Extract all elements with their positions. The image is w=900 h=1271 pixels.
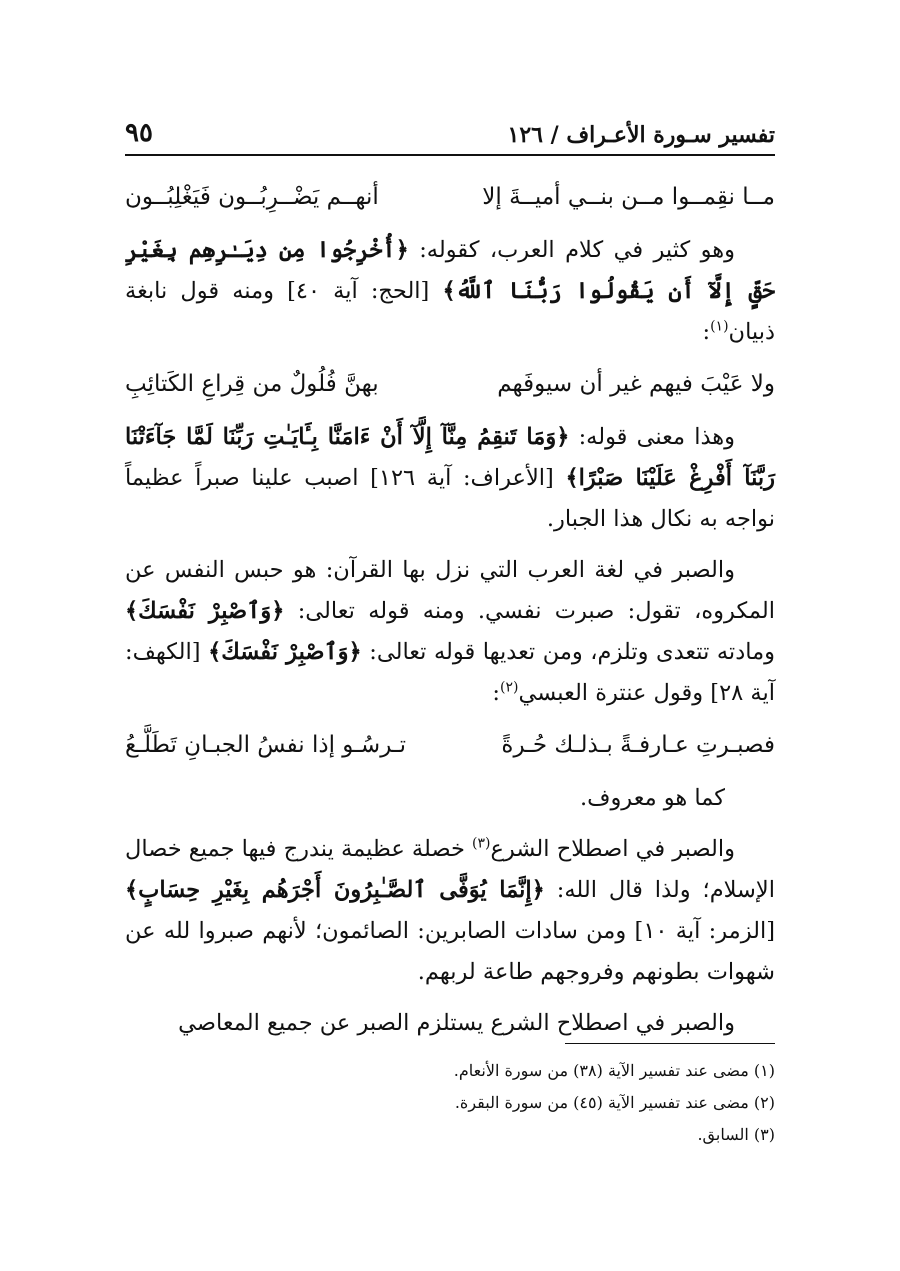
poetry-verse bbox=[125, 724, 775, 766]
footnote: (٢) مضى عند تفسير الآية (٤٥) من سورة البقرة. bbox=[454, 1093, 775, 1112]
verse-hemistich-left: أنهــم يَضْــرِبُــون فَيَغْلِبُــون bbox=[125, 184, 379, 210]
verse-hemistich-left: تـرسُـو إذا نفسُ الجبـانِ تَطَلَّـعُ bbox=[125, 732, 407, 758]
paragraph bbox=[125, 829, 775, 993]
running-title: تفسير سـورة الأعـراف / ١٢٦ bbox=[507, 122, 775, 148]
quran-quote: ﴿وَمَا تَنقِمُ مِنَّآ إِلَّآ أَنْ ءَامَنَّا بِـَٔايَـٰتِ رَبِّنَا لَمَّا جَآءَتْنَا رَبَّنَآ أَفْرِغْ عَلَيْنَا صَبْرًا﴾ bbox=[125, 424, 776, 491]
verse-hemistich-left: بهنَّ فُلُولٌ من قِراعِ الكَتائِبِ bbox=[125, 371, 379, 397]
footnotes bbox=[125, 1055, 775, 1151]
paragraph-text: خصلة عظيمة يندرج فيها جميع خصال الإسلام؛ ولذا قال الله: bbox=[125, 836, 775, 903]
page-header bbox=[125, 100, 775, 156]
quran-quote: ﴿وَٱصْبِرْ نَفْسَكَ﴾ bbox=[208, 639, 362, 665]
footnote: (٣) السابق. bbox=[697, 1125, 775, 1144]
verse-hemistich-right: ولا عَيْبَ فيهم غير أن سيوفَهم bbox=[497, 371, 775, 397]
poetry-verse bbox=[125, 363, 775, 405]
footnote-reference: (٣) bbox=[472, 835, 491, 852]
paragraph-text: وهذا معنى قوله: bbox=[569, 424, 735, 450]
paragraph-text: : bbox=[702, 319, 711, 345]
paragraph bbox=[125, 1003, 775, 1044]
footnote-reference: (٢) bbox=[500, 679, 519, 696]
footnote-reference: (١) bbox=[710, 318, 729, 335]
footnote-divider bbox=[565, 1043, 775, 1044]
paragraph-text: [الزمر: آية ١٠] ومن سادات الصابرين: الصائمون؛ لأنهم صبروا لله عن شهوات بطونهم وفروجهم طاعة لربهم. bbox=[125, 918, 775, 985]
paragraph-text: والصبر في لغة العرب التي نزل بها القرآن: هو حبس النفس عن المكروه، تقول: صبرت نفسي. ومنه قوله تعالى: bbox=[125, 557, 775, 624]
paragraph-text: [الحج: آية ٤٠] ومنه قول نابغة ذبيان bbox=[125, 278, 775, 345]
quran-quote: ﴿وَٱصْبِرْ نَفْسَكَ﴾ bbox=[125, 598, 285, 624]
paragraph-text: والصبر في اصطلاح الشرع يستلزم الصبر عن جميع المعاصي bbox=[178, 1010, 735, 1036]
paragraph bbox=[125, 550, 775, 714]
paragraph-text: [الأعراف: آية ١٢٦] اصبب علينا صبراً عظيماً نواجه به نكال هذا الجبار. bbox=[125, 465, 775, 532]
page-body bbox=[125, 172, 775, 1054]
quran-quote: ﴿أُخْرِجُوا مِن دِيَـٰرِهِم بِغَيْرِ حَقٍّ إِلَّآ أَن يَقُولُوا رَبُّنَا ٱللَّهُ﴾ bbox=[125, 237, 776, 304]
paragraph-text: : bbox=[492, 680, 500, 706]
paragraph bbox=[125, 417, 775, 540]
paragraph-text: [الكهف: آية ٢٨] وقول عنترة العبسي bbox=[125, 639, 775, 706]
poetry-verse bbox=[125, 176, 775, 218]
paragraph-text: كما هو معروف. bbox=[579, 785, 725, 811]
paragraph-text: ومادته تتعدى وتلزم، ومن تعديها قوله تعالى: bbox=[361, 639, 775, 665]
verse-hemistich-right: فصبـرتِ عـارفـةً بـذلـك حُـرةً bbox=[501, 732, 775, 758]
paragraph bbox=[125, 230, 775, 353]
paragraph-text: والصبر في اصطلاح الشرع bbox=[490, 836, 735, 862]
page-number: ٩٥ bbox=[125, 118, 153, 148]
paragraph-text: وهو كثير في كلام العرب، كقوله: bbox=[408, 237, 735, 263]
verse-hemistich-right: مــا نقِمــوا مــن بنــي أميــةَ إلا bbox=[482, 184, 775, 210]
footnote: (١) مضى عند تفسير الآية (٣٨) من سورة الأنعام. bbox=[453, 1061, 775, 1080]
quran-quote: ﴿إِنَّمَا يُوَفَّى ٱلصَّـٰبِرُونَ أَجْرَهُم بِغَيْرِ حِسَابٍ﴾ bbox=[125, 877, 545, 903]
